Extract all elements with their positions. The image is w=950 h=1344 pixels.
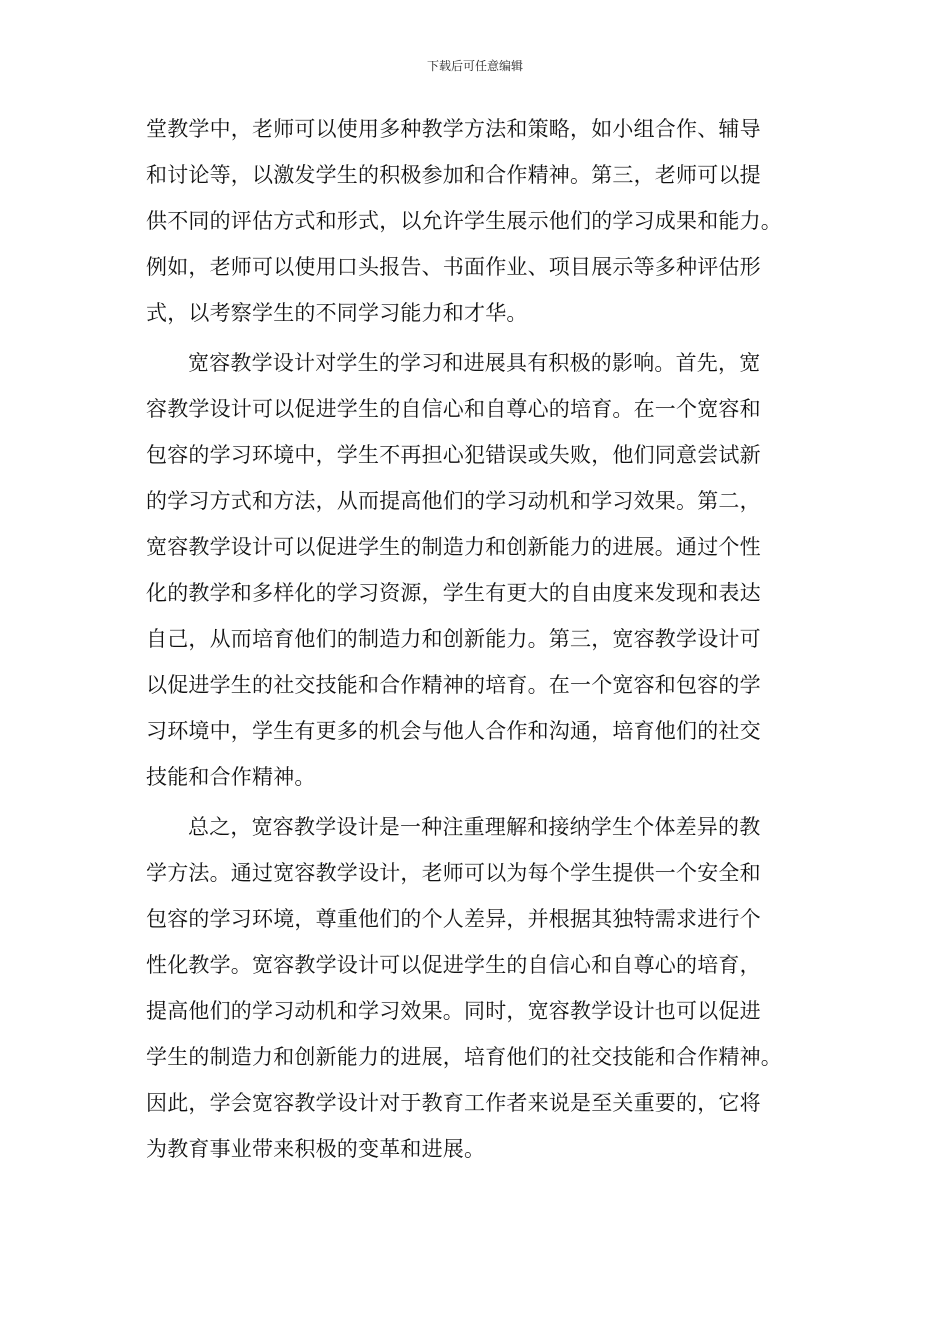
text-line: 提高他们的学习动机和学习效果。同时，宽容教学设计也可以促进 (146, 999, 761, 1023)
text-line: 和讨论等，以激发学生的积极参加和合作精神。第三，老师可以提 (146, 163, 761, 187)
text-line: 性化教学。宽容教学设计可以促进学生的自信心和自尊心的培育， (146, 953, 761, 977)
text-line: 例如，老师可以使用口头报告、书面作业、项目展示等多种评估形 (146, 255, 761, 279)
paragraph-2 (146, 340, 806, 800)
text-line: 技能和合作精神。 (146, 765, 316, 789)
text-line: 包容的学习环境中，学生不再担心犯错误或失败，他们同意尝试新 (146, 443, 761, 467)
text-line: 容教学设计可以促进学生的自信心和自尊心的培育。在一个宽容和 (146, 397, 761, 421)
text-line: 以促进学生的社交技能和合作精神的培育。在一个宽容和包容的学 (146, 673, 761, 697)
text-line: 宽容教学设计可以促进学生的制造力和创新能力的进展。通过个性 (146, 535, 761, 559)
text-line: 总之，宽容教学设计是一种注重理解和接纳学生个体差异的教 (188, 815, 761, 839)
text-line: 的学习方式和方法，从而提高他们的学习动机和学习效果。第二， (146, 489, 761, 513)
paragraph-3 (146, 804, 806, 1172)
text-line: 为教育事业带来积极的变革和进展。 (146, 1137, 486, 1161)
text-line: 学方法。通过宽容教学设计，老师可以为每个学生提供一个安全和 (146, 861, 761, 885)
page-header: 下载后可任意编辑 (426, 59, 523, 73)
text-line: 化的教学和多样化的学习资源，学生有更大的自由度来发现和表达 (146, 581, 761, 605)
text-line: 包容的学习环境，尊重他们的个人差异，并根据其独特需求进行个 (146, 907, 761, 931)
text-line: 供不同的评估方式和形式，以允许学生展示他们的学习成果和能力。 (146, 209, 782, 233)
paragraph-1 (146, 106, 806, 336)
text-line: 学生的制造力和创新能力的进展，培育他们的社交技能和合作精神。 (146, 1045, 782, 1069)
text-line: 式，以考察学生的不同学习能力和才华。 (146, 301, 528, 325)
text-line: 因此，学会宽容教学设计对于教育工作者来说是至关重要的，它将 (146, 1091, 761, 1115)
text-line: 习环境中，学生有更多的机会与他人合作和沟通，培育他们的社交 (146, 719, 761, 743)
text-line: 堂教学中，老师可以使用多种教学方法和策略，如小组合作、辅导 (146, 117, 761, 141)
text-line: 宽容教学设计对学生的学习和进展具有积极的影响。首先，宽 (188, 351, 761, 375)
document-body (146, 106, 806, 1172)
text-line: 自己，从而培育他们的制造力和创新能力。第三，宽容教学设计可 (146, 627, 761, 651)
